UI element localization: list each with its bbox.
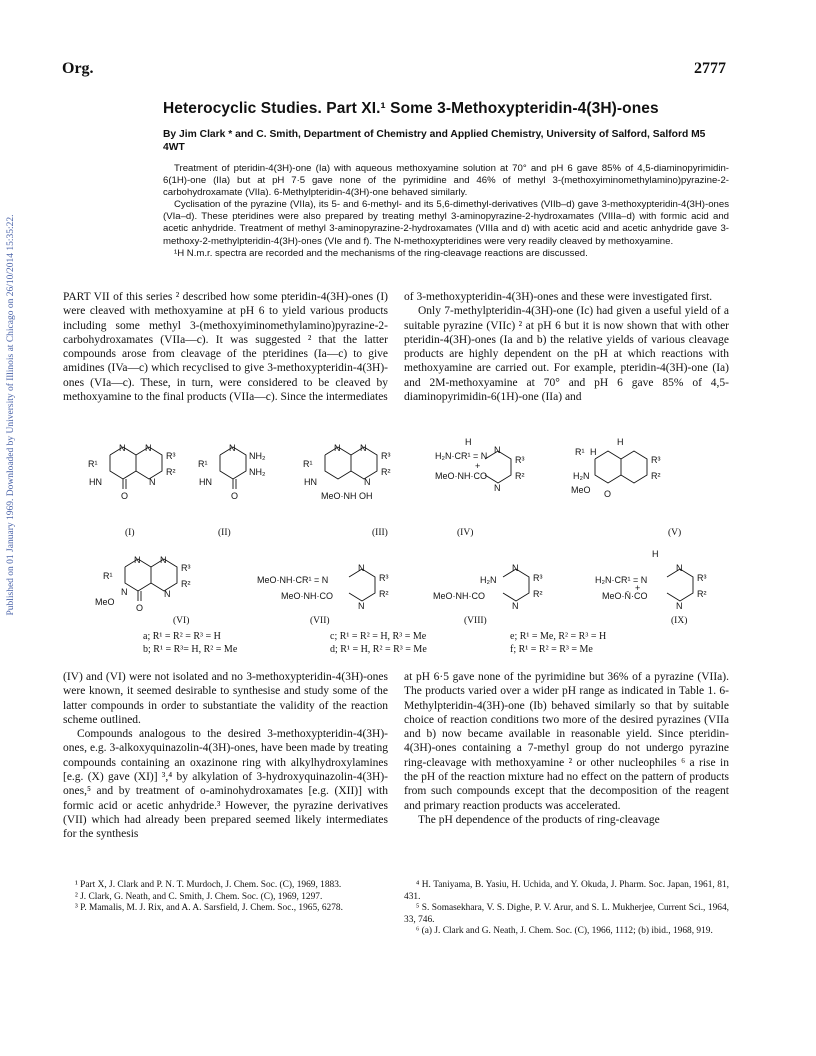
svg-text:N: N — [494, 483, 501, 493]
svg-text:H₂N: H₂N — [573, 471, 590, 481]
svg-text:N: N — [229, 443, 236, 453]
body-paragraph: at pH 6·5 gave none of the pyrimidine but 36% of a pyrazine (VIIa). The products varied over a wider pH range as indicated in Table 1. 6-Methylpteridin-4(3H)-one (Ib) behaved similarly so that by suitable choice of reaction conditions two more of the desired pyrazines (VIIa and b) now became available in reasonable yield. Since pteridin-4(3H)-ones containing a 7-methyl group do not undergo pyrazine ring-cleavage with methoxyamine ² or other nucleophiles ⁶ a rise in the pH of the reaction mixture had no effect on the pattern of products from such compounds except that the decomposition of the reagent and primary reaction products was accelerated. — [404, 671, 729, 812]
label-VI: (VI) — [173, 616, 190, 626]
svg-text:R³: R³ — [533, 573, 543, 583]
svg-text:R³: R³ — [379, 573, 389, 583]
svg-text:N: N — [119, 443, 126, 453]
svg-text:O: O — [231, 491, 239, 501]
footnote: ³ P. Mamalis, M. J. Rix, and A. A. Sarsfield, J. Chem. Soc., 1965, 6278. — [75, 903, 343, 914]
svg-text:R³: R³ — [181, 563, 191, 573]
label-V: (V) — [668, 528, 682, 538]
svg-text:NH₂: NH₂ — [249, 467, 266, 477]
footnotes-left — [63, 880, 388, 915]
svg-text:H: H — [465, 437, 472, 447]
svg-text:R²: R² — [533, 589, 543, 599]
svg-text:H₂N·CR¹ = N: H₂N·CR¹ = N — [435, 451, 488, 461]
body-paragraph: Only 7-methylpteridin-4(3H)-one (Ic) had given a useful yield of a suitable pyrazine (VIIc) ² at pH 6 but it is now shown that with other pteridin-4(3H)-ones (Ia and b) the relative yields of various cleavage products are highly dependent on the pH at which reactions with methoxyamine are carried out. For example, pteridin-4(3H)-one (Ia) and 2M-methoxyamine at 70° and pH 6 gave 85% of 4,5-diaminopyrimidin-6(1H)-one (IIa) and — [404, 305, 729, 404]
body-right-column-bottom — [404, 670, 729, 827]
label-II: (II) — [218, 528, 231, 538]
svg-text:H: H — [652, 549, 659, 559]
svg-text:NH₂: NH₂ — [249, 451, 266, 461]
svg-text:H: H — [617, 437, 624, 447]
body-paragraph: (IV) and (VI) were not isolated and no 3-methoxypteridin-4(3H)-ones were known, it seemed desirable to synthesise and study some of the latter compounds in order to substantiate the validity of the reaction scheme outlined. — [63, 671, 388, 726]
structure-VII — [257, 563, 389, 626]
download-watermark-text: Published on 01 January 1969. Downloaded by University of Illinois at Chicago on 26/10/2014 15:35:22. — [6, 214, 16, 616]
svg-text:N: N — [334, 443, 341, 453]
body-left-column-bottom — [63, 670, 388, 842]
svg-text:MeO·NH·CO: MeO·NH·CO — [435, 471, 487, 481]
structure-I — [88, 443, 176, 538]
substituent-b: b; R¹ = R³= H, R² = Me — [143, 644, 238, 655]
svg-text:H: H — [590, 447, 597, 457]
abstract — [163, 163, 729, 260]
svg-text:N: N — [121, 587, 128, 597]
svg-text:N: N — [149, 477, 156, 487]
svg-text:R²: R² — [697, 589, 707, 599]
structure-VI — [95, 555, 191, 626]
svg-text:N: N — [494, 445, 501, 455]
label-VIII: (VIII) — [464, 616, 487, 626]
svg-text:R²: R² — [379, 589, 389, 599]
body-paragraph: The pH dependence of the products of ring-cleavage — [418, 813, 660, 826]
svg-text:R²: R² — [181, 579, 191, 589]
abstract-para-1: Treatment of pteridin-4(3H)-one (Ia) with aqueous methoxyamine solution at 70° and pH 6 gave 85% of 4,5-diaminopyrimidin-6(1H)-one (IIa) but at pH 7·5 gave none of the pyrimidine and 46% of methyl 3-(methoxyiminomethylamino)pyrazine-2-carbohydroxamate (VIIa). 6-Methylpteridin-4(3H)-one behaved similarly. — [163, 163, 729, 199]
svg-text:HN: HN — [89, 477, 102, 487]
label-I: (I) — [125, 528, 135, 538]
substituent-f: f; R¹ = R² = R³ = Me — [510, 644, 593, 655]
svg-text:N: N — [512, 601, 519, 611]
svg-text:R²: R² — [651, 471, 661, 481]
svg-text:R³: R³ — [651, 455, 661, 465]
svg-text:R³: R³ — [166, 451, 176, 461]
svg-text:N: N — [360, 443, 367, 453]
footnote: ² J. Clark, G. Neath, and C. Smith, J. Chem. Soc. (C), 1969, 1297. — [75, 891, 323, 902]
svg-text:N: N — [676, 601, 683, 611]
footnote: ⁶ (a) J. Clark and G. Neath, J. Chem. Soc. (C), 1966, 1112; (b) ibid., 1968, 919. — [416, 926, 713, 937]
svg-text:H₂N·CR¹ = N: H₂N·CR¹ = N — [595, 575, 648, 585]
label-VII: (VII) — [310, 616, 330, 626]
body-paragraph: Compounds analogous to the desired 3-methoxypteridin-4(3H)-ones, e.g. 3-alkoxyquinazolin-4(3H)-ones, have been made by treating compounds containing an oxazinone ring with alkylhydroxylamines [e.g. (X) gave (XI)] ³,⁴ by alkylation of 3-hydroxyquinazolin-4(3H)-ones,⁵ and by treatment of o-aminohydroxamates [e.g. (XII)] with formic acid or acetic anhydride.³ However, the pyrazine derivatives (VII) which had already been prepared seemed likely intermediates for the synthesis — [63, 728, 388, 841]
svg-text:N: N — [358, 563, 365, 573]
abstract-para-3: ¹H N.m.r. spectra are recorded and the mechanisms of the ring-cleavage reactions are discussed. — [174, 247, 588, 259]
label-III: (III) — [372, 528, 388, 538]
substituent-c: c; R¹ = R² = H, R³ = Me — [330, 631, 427, 642]
label-IX: (IX) — [671, 616, 688, 626]
body-left-column-top — [63, 290, 388, 404]
svg-text:R²: R² — [381, 467, 391, 477]
svg-text:MeO·NH OH: MeO·NH OH — [321, 491, 373, 501]
svg-text:MeO·NH·CO: MeO·NH·CO — [281, 591, 333, 601]
svg-text:N: N — [364, 477, 371, 487]
svg-text:R¹: R¹ — [88, 459, 98, 469]
structure-V — [571, 437, 681, 538]
authors-affiliation: By Jim Clark * and C. Smith, Department of Chemistry and Applied Chemistry, University of Salford, Salford M5 4WT — [163, 129, 706, 153]
svg-text:MeO·NH·CO: MeO·NH·CO — [433, 591, 485, 601]
svg-text:+: + — [635, 583, 641, 593]
svg-text:R³: R³ — [515, 455, 525, 465]
svg-text:R²: R² — [515, 471, 525, 481]
body-paragraph: of 3-methoxypteridin-4(3H)-ones and these were investigated first. — [404, 291, 713, 303]
svg-text:R³: R³ — [381, 451, 391, 461]
svg-text:MeO: MeO — [571, 485, 591, 495]
footnote: ⁵ S. Somasekhara, V. S. Dighe, P. V. Arur, and S. L. Mukherjee, Current Sci., 1964, 33, 746. — [404, 903, 729, 925]
svg-text:MeO·NH·CR¹ = N: MeO·NH·CR¹ = N — [257, 575, 329, 585]
substituent-a: a; R¹ = R² = R³ = H — [143, 631, 221, 642]
page-number: 2777 — [694, 60, 726, 77]
svg-text:N: N — [134, 555, 141, 565]
svg-text:HN: HN — [199, 477, 212, 487]
svg-text:N: N — [160, 555, 167, 565]
chemical-structures-figure — [85, 437, 735, 660]
svg-text:R¹: R¹ — [303, 459, 313, 469]
svg-text:O: O — [136, 603, 144, 613]
svg-text:R¹: R¹ — [103, 571, 113, 581]
footnote: ¹ Part X, J. Clark and P. N. T. Murdoch, J. Chem. Soc. (C), 1969, 1883. — [75, 880, 342, 890]
svg-text:R³: R³ — [697, 573, 707, 583]
structure-II — [198, 443, 266, 538]
svg-text:O: O — [604, 489, 612, 499]
svg-text:N: N — [358, 601, 365, 611]
body-right-column-top — [404, 290, 729, 404]
footnote: ⁴ H. Taniyama, B. Yasiu, H. Uchida, and Y. Okuda, J. Pharm. Soc. Japan, 1961, 81, 431. — [404, 880, 729, 902]
body-paragraph: PART VII of this series ² described how some pteridin-4(3H)-ones (I) were cleaved with methoxyamine at pH 6 to yield various products including some methyl 3-(methoxyiminomethylamino)pyrazine-2-carbohydroxamates (VIIa—c). It was suggested ² that the latter compounds arose from cleavage of the pteridines (Ia—c) to give amidines (IVa—c) which recyclised to give 3-methoxypteridin-4(3H)-ones (VIa—c). These, in turn, were considered to be cleaved by methoxyamine to the final products (VIIa—c). Since the intermediates — [63, 291, 388, 404]
journal-name: Org. — [62, 60, 94, 77]
footnotes-right — [404, 880, 729, 938]
svg-text:HN: HN — [304, 477, 317, 487]
svg-text:N: N — [145, 443, 152, 453]
article-title: Heterocyclic Studies. Part XI.¹ Some 3-Methoxypteridin-4(3H)-ones — [163, 100, 659, 117]
svg-text:N: N — [164, 589, 171, 599]
substituent-e: e; R¹ = Me, R² = R³ = H — [510, 631, 607, 642]
svg-text:O: O — [121, 491, 129, 501]
download-watermark — [4, 180, 18, 650]
svg-text:R²: R² — [166, 467, 176, 477]
structure-IV — [435, 437, 525, 538]
svg-text:R¹: R¹ — [198, 459, 208, 469]
structure-III — [303, 443, 391, 538]
svg-text:+: + — [475, 461, 481, 471]
svg-text:N: N — [512, 563, 519, 573]
svg-text:MeO·N̄·CO: MeO·N̄·CO — [602, 591, 648, 601]
svg-text:MeO: MeO — [95, 597, 115, 607]
svg-text:N: N — [676, 563, 683, 573]
substituent-d: d; R¹ = H, R² = R³ = Me — [330, 644, 427, 655]
svg-text:H₂N: H₂N — [480, 575, 497, 585]
structure-IX — [595, 549, 707, 626]
structure-VIII — [433, 563, 543, 626]
label-IV: (IV) — [457, 528, 474, 538]
abstract-para-2: Cyclisation of the pyrazine (VIIa), its 5- and 6-methyl- and its 5,6-dimethyl-derivatives (VIIb–d) gave 3-methoxypteridin-4(3H)-ones (VIa–d). These pteridines were also prepared by treating methyl 3-aminopyrazine-2-hydroxamates (VIIIa–d) with formic acid and acetic anhydride. Treatment of methyl 3-aminopyrazine-2-hydroxamates (VIIIa and d) with acetic acid and acetic anhydride gave 3-methoxy-2-methylpteridin-4(3H)-ones (VIe and f). The N-methoxypteridines were very readily cleaved by methoxyamine. — [163, 199, 729, 247]
svg-text:R¹: R¹ — [575, 447, 585, 457]
